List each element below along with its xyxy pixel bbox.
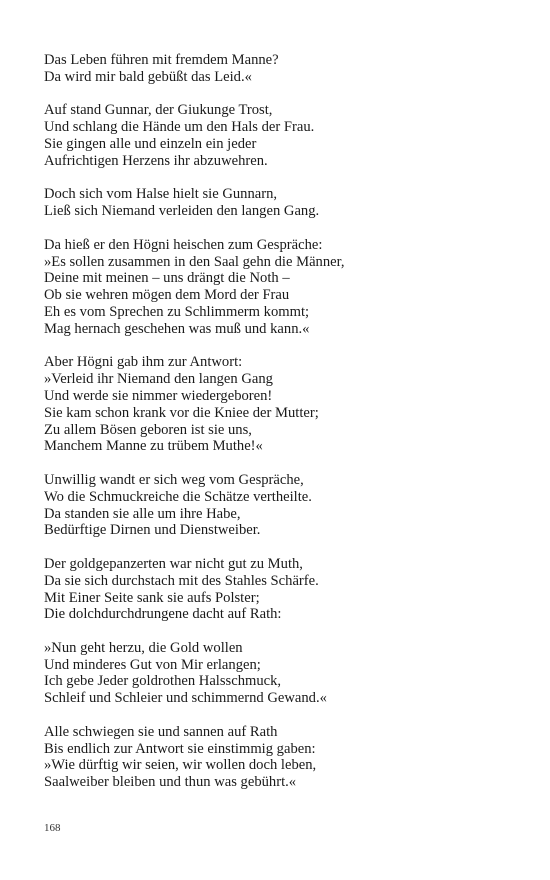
stanza-6 [44, 472, 514, 539]
verse-line: Schleif und Schleier und schimmernd Gewand.« [44, 690, 327, 707]
verse-line: Da sie sich durchstach mit des Stahles Schärfe. [44, 572, 319, 589]
stanza-1 [44, 52, 514, 86]
verse-line: Mit Einer Seite sank sie aufs Polster; [44, 589, 260, 606]
verse-line: Aber Högni gab ihm zur Antwort: [44, 354, 243, 371]
stanza-3 [44, 186, 514, 220]
verse-line: Da standen sie alle um ihre Habe, [44, 505, 241, 522]
verse-line: Saalweiber bleiben und thun was gebührt.« [44, 774, 297, 791]
verse-line: Bedürftige Dirnen und Dienstweiber. [44, 522, 261, 539]
verse-line: Auf stand Gunnar, der Giukunge Trost, [44, 102, 273, 119]
verse-line: Ich gebe Jeder goldrothen Halsschmuck, [44, 673, 282, 690]
verse-line: Bis endlich zur Antwort sie einstimmig gaben: [44, 740, 316, 757]
verse-line: Und schlang die Hände um den Hals der Frau. [44, 119, 315, 136]
verse-line: Sie gingen alle und einzeln ein jeder [44, 135, 257, 152]
verse-line: Eh es vom Sprechen zu Schlimmerm kommt; [44, 303, 310, 320]
verse-line: Der goldgepanzerten war nicht gut zu Muth, [44, 555, 303, 572]
verse-line: Wo die Schmuckreiche die Schätze vertheilte. [44, 488, 312, 505]
verse-line: »Verleid ihr Niemand den langen Gang [44, 371, 273, 388]
verse-line: Und minderes Gut von Mir erlangen; [44, 656, 261, 673]
verse-line: Mag hernach geschehen was muß und kann.« [44, 320, 310, 337]
verse-line: Da hieß er den Högni heischen zum Gespräche: [44, 236, 323, 253]
verse-line: Unwillig wandt er sich weg vom Gespräche, [44, 471, 304, 488]
verse-line: Sie kam schon krank vor die Kniee der Mutter; [44, 404, 319, 421]
stanza-7 [44, 556, 514, 623]
verse-line: Und werde sie nimmer wiedergeboren! [44, 387, 273, 404]
stanza-9 [44, 724, 514, 791]
page-number: 168 [44, 822, 61, 834]
verse-line: »Wie dürftig wir seien, wir wollen doch leben, [44, 757, 317, 774]
stanza-5 [44, 354, 514, 455]
verse-line: Da wird mir bald gebüßt das Leid.« [44, 68, 252, 85]
poem-text [44, 52, 514, 808]
verse-line: Die dolchdurchdrungene dacht auf Rath: [44, 606, 282, 623]
stanza-2 [44, 102, 514, 169]
verse-line: Das Leben führen mit fremdem Manne? [44, 52, 279, 68]
stanza-8 [44, 640, 514, 707]
verse-line: Aufrichtigen Herzens ihr abzuwehren. [44, 152, 268, 169]
stanza-4 [44, 237, 514, 338]
verse-line: Deine mit meinen – uns drängt die Noth – [44, 270, 290, 287]
verse-line: Ob sie wehren mögen dem Mord der Frau [44, 287, 290, 304]
verse-line: Zu allem Bösen geboren ist sie uns, [44, 421, 252, 438]
verse-line: Manchem Manne zu trübem Muthe!« [44, 438, 263, 455]
verse-line: Alle schwiegen sie und sannen auf Rath [44, 723, 278, 740]
verse-line: Ließ sich Niemand verleiden den langen Gang. [44, 203, 320, 220]
verse-line: »Nun geht herzu, die Gold wollen [44, 639, 243, 656]
verse-line: »Es sollen zusammen in den Saal gehn die Männer, [44, 253, 345, 270]
verse-line: Doch sich vom Halse hielt sie Gunnarn, [44, 186, 278, 203]
